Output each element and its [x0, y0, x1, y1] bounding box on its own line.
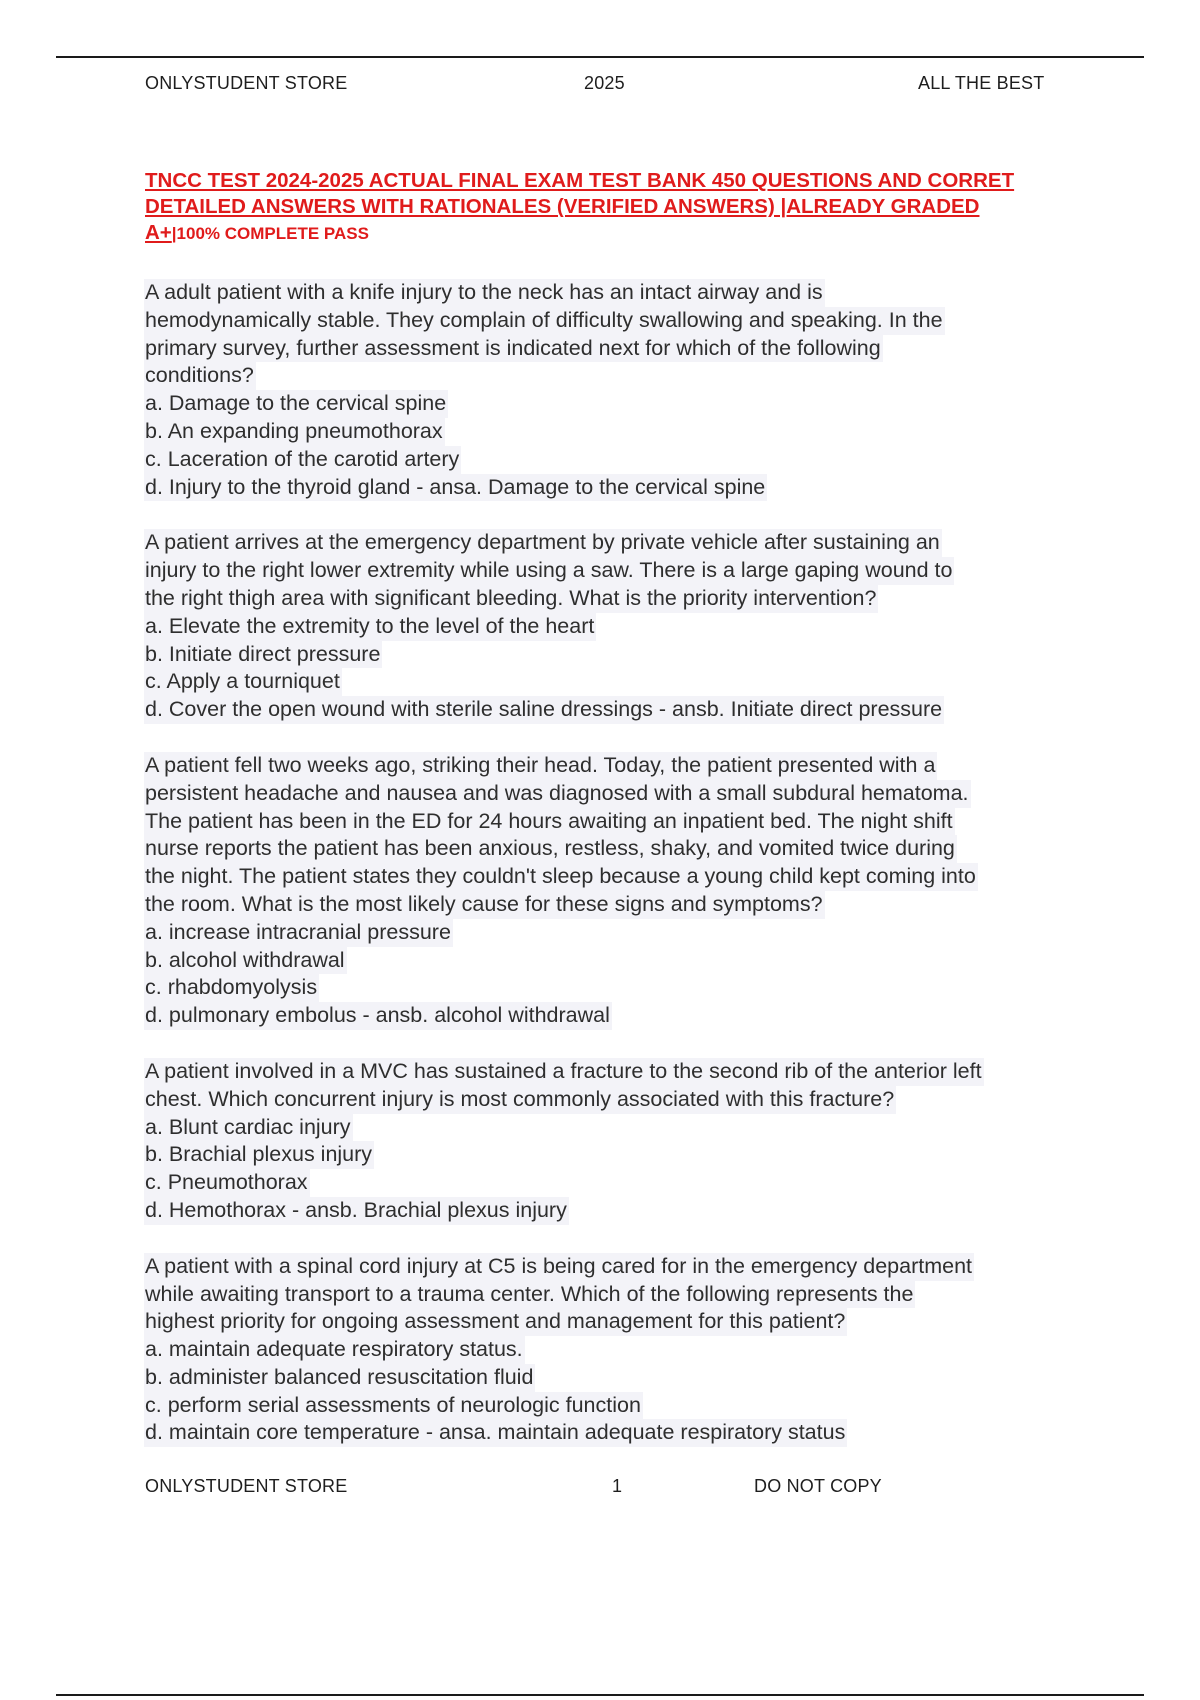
question-line-row — [145, 362, 1105, 390]
question-line-row — [145, 919, 1105, 947]
question-line: the room. What is the most likely cause for these signs and symptoms? — [144, 891, 825, 919]
question-line-row — [145, 529, 1105, 557]
question-line: a. maintain adequate respiratory status. — [144, 1336, 525, 1364]
question-block — [145, 752, 1105, 1030]
question-line: a. Elevate the extremity to the level of the heart — [144, 613, 596, 641]
title-line-2: DETAILED ANSWERS WITH RATIONALES (VERIFIED ANSWERS) |ALREADY GRADED — [145, 195, 980, 218]
question-line: d. Hemothorax - ansb. Brachial plexus injury — [144, 1197, 569, 1225]
question-line-row — [145, 808, 1105, 836]
question-line: A patient involved in a MVC has sustained a fracture to the second rib of the anterior left — [144, 1058, 984, 1086]
question-block — [145, 1058, 1105, 1225]
question-line-row — [145, 390, 1105, 418]
question-line-row — [145, 696, 1105, 724]
question-block — [145, 1253, 1105, 1448]
question-line-row — [145, 1169, 1105, 1197]
question-line: c. Laceration of the carotid artery — [144, 446, 461, 474]
question-line-row — [145, 557, 1105, 585]
question-line-row — [145, 446, 1105, 474]
question-line: a. increase intracranial pressure — [144, 919, 453, 947]
question-line-row — [145, 1336, 1105, 1364]
question-line: highest priority for ongoing assessment and management for this patient? — [144, 1308, 847, 1336]
question-line-row — [145, 1002, 1105, 1030]
question-line: A patient arrives at the emergency department by private vehicle after sustaining an — [144, 529, 942, 557]
question-line: b. alcohol withdrawal — [144, 947, 347, 975]
question-line-row — [145, 474, 1105, 502]
question-list — [145, 279, 1105, 1475]
question-line-row — [145, 752, 1105, 780]
question-line: primary survey, further assessment is indicated next for which of the following — [144, 335, 883, 363]
footer-right-text: DO NOT COPY — [754, 1476, 882, 1496]
question-line-row — [145, 1392, 1105, 1420]
header-right-text: ALL THE BEST — [918, 73, 1045, 93]
top-rule — [56, 56, 1144, 58]
title-pass-text: |100% COMPLETE PASS — [171, 224, 369, 243]
header-year: 2025 — [584, 73, 625, 93]
question-line-row — [145, 613, 1105, 641]
question-line-row — [145, 307, 1105, 335]
question-line-row — [145, 585, 1105, 613]
page-number: 1 — [612, 1476, 623, 1496]
question-line: a. Blunt cardiac injury — [144, 1114, 353, 1142]
question-line: d. Cover the open wound with sterile saline dressings - ansb. Initiate direct pressure — [144, 696, 944, 724]
question-line-row — [145, 891, 1105, 919]
question-line-row — [145, 1281, 1105, 1309]
question-line: b. administer balanced resuscitation fluid — [144, 1364, 535, 1392]
question-line-row — [145, 947, 1105, 975]
bottom-rule — [56, 1694, 1144, 1696]
title-grade: A+ — [145, 221, 172, 244]
question-line: A patient with a spinal cord injury at C5 is being cared for in the emergency department — [144, 1253, 974, 1281]
question-line: d. pulmonary embolus - ansb. alcohol withdrawal — [144, 1002, 612, 1030]
question-line: c. Apply a tourniquet — [144, 668, 342, 696]
question-line-row — [145, 1197, 1105, 1225]
question-line: the right thigh area with significant bleeding. What is the priority intervention? — [144, 585, 878, 613]
question-line: A patient fell two weeks ago, striking their head. Today, the patient presented with a — [144, 752, 937, 780]
question-line-row — [145, 1364, 1105, 1392]
question-line: persistent headache and nausea and was diagnosed with a small subdural hematoma. — [144, 780, 971, 808]
question-line-row — [145, 1058, 1105, 1086]
question-line: while awaiting transport to a trauma center. Which of the following represents the — [144, 1281, 915, 1309]
footer-left-text: ONLYSTUDENT STORE — [145, 1476, 348, 1496]
question-line: A adult patient with a knife injury to the neck has an intact airway and is — [144, 279, 825, 307]
question-line-row — [145, 974, 1105, 1002]
question-line-row — [145, 418, 1105, 446]
question-line-row — [145, 1308, 1105, 1336]
question-line: c. Pneumothorax — [144, 1169, 310, 1197]
question-line-row — [145, 668, 1105, 696]
question-block — [145, 529, 1105, 724]
question-line: b. An expanding pneumothorax — [144, 418, 445, 446]
question-line: conditions? — [144, 362, 256, 390]
title-line-1: TNCC TEST 2024-2025 ACTUAL FINAL EXAM TEST BANK 450 QUESTIONS AND CORRET — [145, 169, 1015, 192]
question-line-row — [145, 279, 1105, 307]
question-line: c. perform serial assessments of neurologic function — [144, 1392, 643, 1420]
question-line: the night. The patient states they couldn't sleep because a young child kept coming into — [144, 863, 978, 891]
header-left-text: ONLYSTUDENT STORE — [145, 73, 348, 93]
question-line: hemodynamically stable. They complain of difficulty swallowing and speaking. In the — [144, 307, 945, 335]
question-line-row — [145, 335, 1105, 363]
question-line-row — [145, 1419, 1105, 1447]
question-line: chest. Which concurrent injury is most commonly associated with this fracture? — [144, 1086, 896, 1114]
question-line: d. Injury to the thyroid gland - ansa. Damage to the cervical spine — [144, 474, 767, 502]
question-line: d. maintain core temperature - ansa. maintain adequate respiratory status — [144, 1419, 847, 1447]
question-line: c. rhabdomyolysis — [144, 974, 319, 1002]
document-title — [145, 168, 1095, 247]
question-line-row — [145, 1114, 1105, 1142]
question-line-row — [145, 835, 1105, 863]
question-line-row — [145, 641, 1105, 669]
question-line: b. Initiate direct pressure — [144, 641, 382, 669]
title-line-3 — [145, 220, 1095, 247]
question-line: injury to the right lower extremity while using a saw. There is a large gaping wound to — [144, 557, 954, 585]
question-line: a. Damage to the cervical spine — [144, 390, 448, 418]
question-line-row — [145, 863, 1105, 891]
question-line: nurse reports the patient has been anxious, restless, shaky, and vomited twice during — [144, 835, 957, 863]
question-line: b. Brachial plexus injury — [144, 1141, 374, 1169]
question-line-row — [145, 1086, 1105, 1114]
question-line: The patient has been in the ED for 24 hours awaiting an inpatient bed. The night shift — [144, 808, 955, 836]
question-line-row — [145, 1253, 1105, 1281]
question-line-row — [145, 780, 1105, 808]
question-block — [145, 279, 1105, 501]
question-line-row — [145, 1141, 1105, 1169]
